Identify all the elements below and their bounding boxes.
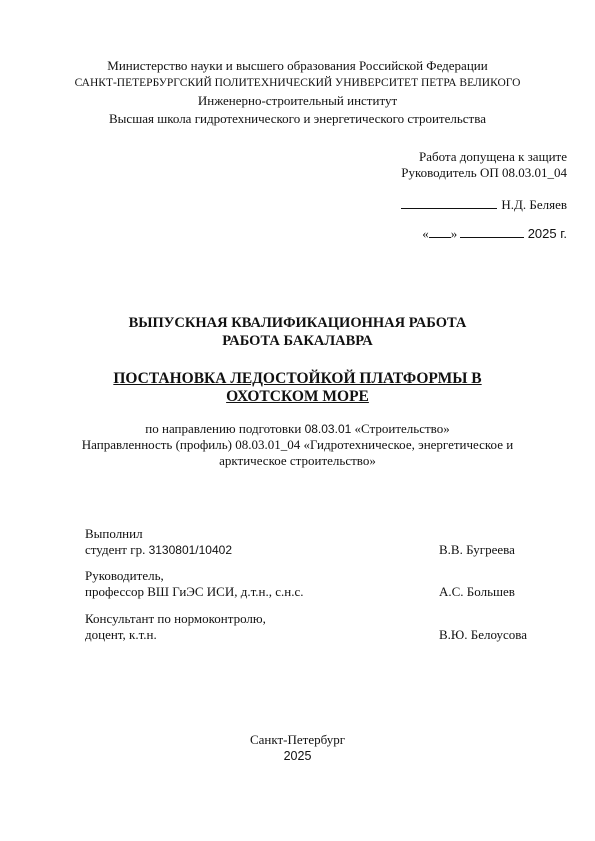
consultant-name: В.Ю. Белоусова	[439, 627, 528, 642]
institute-line: Инженерно-строительный институт	[197, 93, 398, 108]
work-type-line-1: ВЫПУСКНАЯ КВАЛИФИКАЦИОННАЯ РАБОТА	[128, 315, 467, 331]
consultant-title: доцент, к.т.н.	[85, 627, 157, 642]
day-blank	[429, 226, 451, 238]
approval-date	[422, 226, 567, 242]
profile-line-2: арктическое строительство»	[219, 453, 376, 468]
approval-signer: Н.Д. Беляев	[501, 197, 567, 212]
topic-line-1: ПОСТАНОВКА ЛЕДОСТОЙКОЙ ПЛАТФОРМЫ В	[113, 370, 482, 387]
student-prefix: студент гр.	[85, 542, 149, 557]
direction-code: 08.03.01	[304, 422, 352, 436]
ministry-line: Министерство науки и высшего образования Российской Федерации	[107, 58, 488, 73]
date-open-quote: «	[422, 226, 429, 241]
consultant-label: Консультант по нормоконтролю,	[85, 611, 266, 626]
student-group: 3130801/10402	[148, 543, 232, 557]
direction-line	[0, 421, 595, 437]
supervisor-title: профессор ВШ ГиЭС ИСИ, д.т.н., с.н.с.	[85, 584, 304, 599]
approval-line-1: Работа допущена к защите	[418, 149, 567, 164]
supervisor-label: Руководитель,	[85, 568, 164, 583]
signature-blank	[401, 196, 497, 209]
direction-prefix: по направлению подготовки	[145, 421, 305, 436]
student-line	[85, 542, 232, 558]
date-close-quote: »	[450, 226, 458, 241]
approval-year: 2025 г.	[527, 226, 567, 241]
university-line: САНКТ-ПЕТЕРБУРГСКИЙ ПОЛИТЕХНИЧЕСКИЙ УНИВЕРСИТЕТ ПЕТРА ВЕЛИКОГО	[74, 77, 521, 89]
month-blank	[460, 226, 524, 238]
footer-city: Санкт-Петербург	[249, 732, 346, 747]
performed-label: Выполнил	[85, 526, 143, 541]
work-type-line-2: РАБОТА БАКАЛАВРА	[222, 333, 373, 349]
footer-year: 2025	[283, 749, 312, 763]
approval-signature	[401, 196, 567, 213]
profile-line-1: Направленность (профиль) 08.03.01_04 «Гидротехническое, энергетическое и	[81, 437, 514, 452]
school-line: Высшая школа гидротехнического и энергетического строительства	[109, 111, 486, 126]
topic-line-2: ОХОТСКОМ МОРЕ	[226, 388, 369, 405]
student-name: В.В. Бугреева	[439, 542, 515, 557]
approval-line-2: Руководитель ОП 08.03.01_04	[401, 165, 567, 180]
direction-name: «Строительство»	[351, 421, 450, 436]
supervisor-name: А.С. Большев	[439, 584, 515, 599]
